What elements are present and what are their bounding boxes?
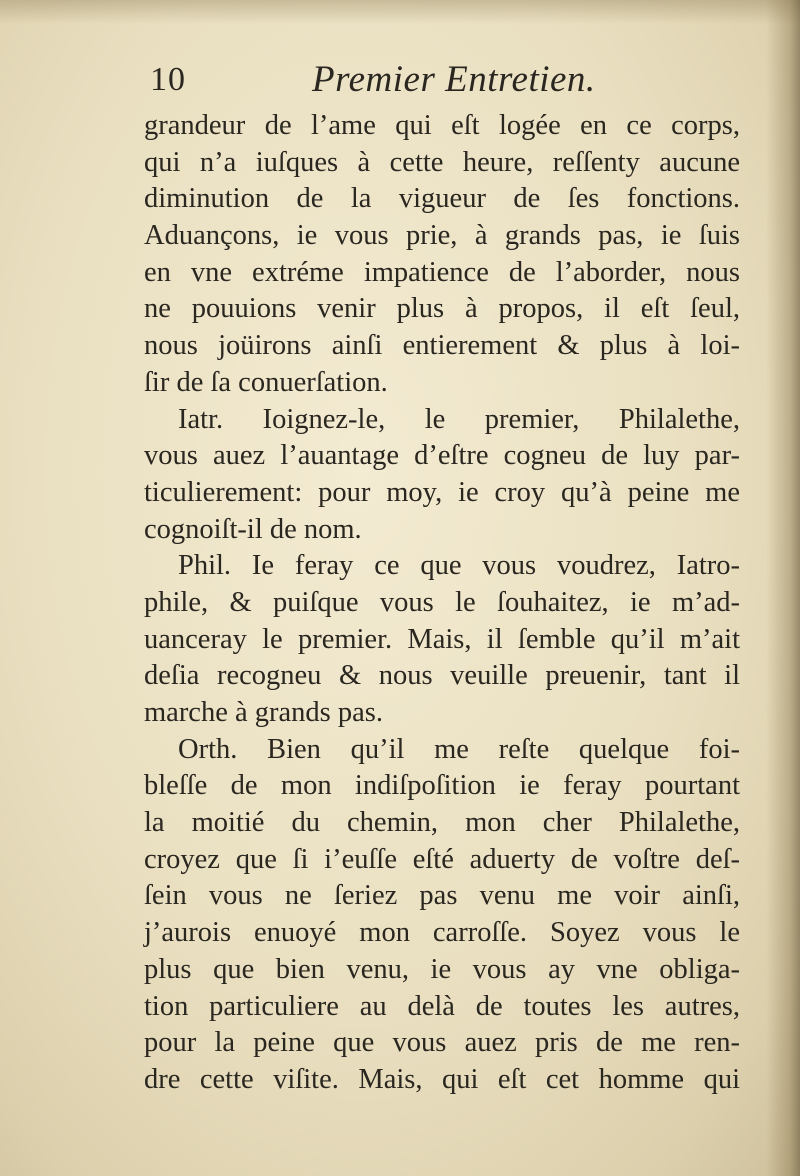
text-line: uanceray le premier. Mais, il ſemble qu’il m’ait [144,623,740,655]
body-text [144,108,740,1099]
text-line: vous auez l’auantage d’eſtre cogneu de luy par- [144,440,740,472]
text-line-speaker-orth: Orth. Bien qu’il me reſte quelque foi- [178,733,740,765]
text-line: plus que bien venu, ie vous ay vne obliga- [144,953,740,985]
text-line: nous joüirons ainſi entierement & plus à loi- [144,330,740,362]
text-line: en vne extréme impatience de l’aborder, nous [144,256,740,288]
text-line: ticulierement: pour moy, ie croy qu’à peine me [144,476,740,508]
page-header [150,56,750,106]
page-number: 10 [150,61,186,98]
text-line: ſein vous ne ſeriez pas venu me voir ainſi, [144,880,740,912]
text-line: la moitié du chemin, mon cher Philalethe, [144,807,740,839]
text-line: deſia recogneu & nous veuille preuenir, tant il [144,660,740,692]
text-line: tion particuliere au delà de toutes les autres, [144,990,740,1022]
text-line: grandeur de l’ame qui eſt logée en ce corps, [144,110,740,141]
text-line: ſir de ſa conuerſation. [144,366,388,398]
text-line: diminution de la vigueur de ſes fonctions. [144,183,740,215]
text-line: ne pouuions venir plus à propos, il eſt ſeul, [144,293,740,325]
text-line: cognoiſt-il de nom. [144,513,362,545]
text-line: j’aurois enuoyé mon carroſſe. Soyez vous le [144,917,740,949]
text-line: marche à grands pas. [144,697,383,728]
text-line: croyez que ſi i’euſſe eſté aduerty de voſtre deſ- [144,843,740,875]
text-line-speaker-iatr: Iatr. Ioignez-le, le premier, Philalethe, [178,403,740,435]
text-line: phile, & puiſque vous le ſouhaitez, ie m’ad- [144,586,740,618]
text-line: pour la peine que vous auez pris de me ren- [144,1027,740,1059]
text-line: bleſſe de mon indiſpoſition ie feray pourtant [144,770,740,802]
running-title: Premier Entretien. [312,59,596,100]
text-line: Aduançons, ie vous prie, à grands pas, ie ſuis [144,220,740,252]
text-line: qui n’a iuſques à cette heure, reſſenty aucune [144,146,740,178]
text-line: dre cette viſite. Mais, qui eſt cet homme qui [144,1063,740,1095]
text-line-speaker-phil: Phil. Ie feray ce que vous voudrez, Iatro- [178,550,740,582]
